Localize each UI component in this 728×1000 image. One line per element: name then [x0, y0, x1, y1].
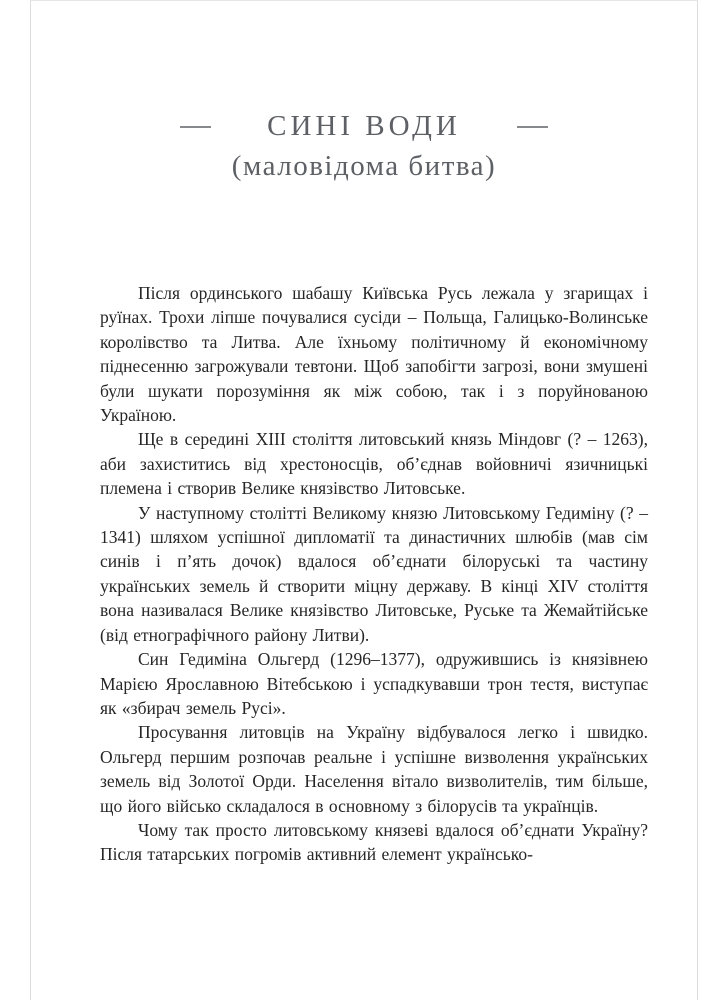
paragraph: У наступному столітті Великому князю Литовському Гедиміну (? – 1341) шляхом успішної дипломатії та династичних шлюбів (мав сім синів і п’ять дочок) вдалося об’єднати білоруські та частину українських земель й створити міцну державу. В кінці XIV століття вона називалася Велике князівство Литовське, Руське та Жемайтійське (від етнографічного району Литви).	[100, 502, 648, 645]
paragraph: Син Гедиміна Ольгерд (1296–1377), одружившись із князівнею Марією Ярославною Вітебською і успадкувавши трон тестя, виступає як «збирач земель Русі».	[100, 649, 648, 718]
chapter-title-block	[0, 110, 728, 183]
chapter-title: СИНІ ВОДИ	[267, 110, 461, 142]
title-dash-right-icon	[517, 126, 548, 128]
paragraph: Ще в середині XIII століття литовський князь Міндовг (? – 1263), аби захиститись від хрестоносців, об’єднав войовничі язичницькі племена і створив Велике князівство Литовське.	[100, 429, 648, 499]
paragraph: Просування литовців на Україну відбувалося легко і швидко. Ольгерд першим розпочав реальне і успішне визволення українських земель від Золотої Орди. Населення вітало визволителів, тим більше, що його військо складалося в основному з білорусів та українців.	[100, 722, 648, 816]
page-edge-top	[30, 0, 698, 1]
title-dash-left-icon	[180, 126, 211, 128]
paragraph: Після ординського шабашу Київська Русь лежала у згарищах і руїнах. Трохи ліпше почувалися сусіди – Польща, Галицько-Волинське королівство та Литва. Але їхньому політичному й економічному піднесенню загрожували тевтони. Щоб запобігти загрозі, вони змушені були шукати порозуміння як між собою, так і з поруйнованою Україною.	[100, 283, 648, 426]
chapter-subtitle: (маловідома битва)	[231, 150, 497, 182]
body-text	[100, 281, 648, 867]
paragraph: Чому так просто литовському князеві вдалося об’єднати Україну? Після татарських погромів активний елемент українсько-	[100, 819, 648, 865]
chapter-title-row	[0, 110, 728, 143]
